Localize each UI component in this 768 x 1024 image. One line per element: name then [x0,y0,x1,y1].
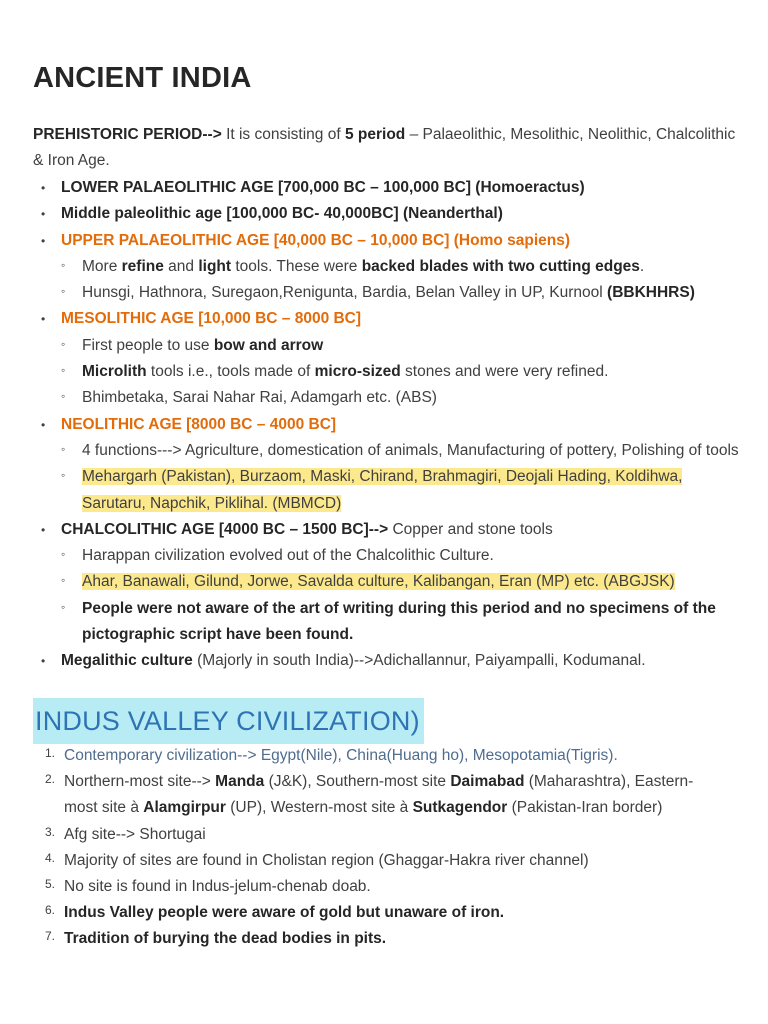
mesolithic-sublist [61,333,743,412]
lower-palaeolithic-heading: LOWER PALAEOLITHIC AGE [700,000 BC – 100,000 BC] (Homoeractus) [61,179,585,196]
item-text: Contemporary civilization--> Egypt(Nile), China(Huang ho), Mesopotamia(Tigris). [64,747,618,764]
numbered-item-4 [33,848,723,874]
sub-item-mesolithic-sites [61,385,743,411]
item-text: Majority of sites are found in Cholistan region (Ghaggar-Hakra river channel) [64,851,589,869]
text-span: Harappan civilization evolved out of the Chalcolithic Culture. [82,547,494,565]
chalcolithic-rest: Copper and stone tools [388,520,553,538]
page-title: ANCIENT INDIA [33,62,252,94]
numbered-item-5 [33,874,723,900]
list-item-upper-palaeolithic [33,228,743,307]
text-span: (UP), Western-most site à [225,799,413,817]
bold-span: Alamgirpur [143,799,226,817]
bold-span: Microlith [82,363,147,381]
text-span: tools. These were [231,257,362,275]
text-span: (J&K), Southern-most site [264,773,451,791]
text-span: Hunsgi, Hathnora, Suregaon,Renigunta, Bardia, Belan Valley in UP, Kurnool [82,284,608,302]
item-number: 6. [45,903,56,918]
prehistoric-text-2: – Palaeolithic, Mesolithic, Neolithic, Chalcolithic & Iron Age. [33,126,736,169]
mnemonic-bold: (BBKHHRS) [607,284,695,302]
item-number: 7. [45,929,56,944]
megalithic-text: (Majorly in south India)-->Adichallannur, Paiyampalli, Kodumanal. [192,652,646,670]
neolithic-heading: NEOLITHIC AGE [8000 BC – 4000 BC] [61,415,337,433]
bold-span: bow and arrow [213,336,324,354]
sub-item-microlith [61,359,743,385]
text-span: . [639,257,645,275]
text-span: stones and were very refined. [400,363,609,381]
list-item-middle-paleolithic [33,201,743,227]
text-span: First people to use [82,336,214,354]
bold-span: light [198,257,232,275]
text-span: (Pakistan-Iran border) [507,799,663,817]
prehistoric-label: PREHISTORIC PERIOD--> [33,126,222,143]
text-span: 4 functions---> Agriculture, domestication of animals, Manufacturing of pottery, Polishing of tools [82,441,739,459]
bold-span: micro-sized [314,363,401,381]
item-text: No site is found in Indus-jelum-chenab doab. [64,878,371,896]
prehistoric-text-1: It is consisting of [221,126,345,143]
item-number: 5. [45,877,56,892]
sub-item-chalcolithic-sites [61,569,743,595]
numbered-item-2 [33,769,723,821]
list-item-megalithic [33,648,743,674]
bold-span: Daimabad [450,773,525,791]
bold-span: Sutkagendor [412,799,508,817]
bold-span: refine [121,257,164,275]
sub-item-functions [61,438,743,464]
text-span: tools i.e., tools made of [146,363,315,381]
prehistoric-paragraph [33,122,738,174]
highlighted-text: Ahar, Banawali, Gilund, Jorwe, Savalda culture, Kalibangan, Eran (MP) etc. (ABGJSK) [82,573,675,591]
neolithic-sublist [61,438,743,517]
item-text: Tradition of burying the dead bodies in pits. [64,930,387,948]
item-number: 3. [45,824,56,839]
text-span: Bhimbetaka, Sarai Nahar Rai, Adamgarh etc. (ABS) [82,389,437,407]
text-span: (Maharashtra), Eastern-most site à [64,773,694,817]
sub-item-writing [61,596,743,649]
sub-item-sites [61,280,743,306]
sub-item-tools [61,254,743,280]
middle-paleolithic-heading: Middle paleolithic age [100,000 BC- 40,000BC] (Neanderthal) [61,205,503,223]
bold-span: backed blades with two cutting edges [361,257,640,275]
bold-span: People were not aware of the art of writing during this period and no specimens of the pictographic script have been found. [82,599,716,644]
item-text: Indus Valley people were aware of gold but unaware of iron. [64,904,505,922]
chalcolithic-heading: CHALCOLITHIC AGE [4000 BC – 1500 BC]--> [61,520,389,538]
highlighted-text: Sarutaru, Napchik, Piklihal. (MBMCD) [82,494,342,512]
sub-item-harappan [61,543,743,569]
ivc-heading: INDUS VALLEY CIVILIZATION) [33,698,424,744]
highlighted-text: Mehargarh (Pakistan), Burzaom, Maski, Chirand, Brahmagiri, Deojali Hading, Koldihwa, [82,468,683,486]
item-text: Afg site--> Shortugai [64,825,206,843]
numbered-item-1 [33,743,723,769]
mesolithic-heading: MESOLITHIC AGE [10,000 BC – 8000 BC] [61,310,362,328]
numbered-item-3 [33,822,723,848]
text-span: and [163,257,199,275]
prehistoric-age-list [33,175,743,675]
text-span: More [82,257,122,275]
sub-item-bow-arrow [61,333,743,359]
upper-palaeolithic-sublist [61,254,743,307]
list-item-chalcolithic [33,517,743,648]
item-number: 1. [45,746,56,760]
upper-palaeolithic-heading: UPPER PALAEOLITHIC AGE [40,000 BC – 10,000 BC] (Homo sapiens) [61,231,571,249]
text-span: Northern-most site--> [64,773,216,791]
list-item-neolithic [33,412,743,517]
chalcolithic-sublist [61,543,743,648]
bold-span: Manda [215,773,265,791]
numbered-item-6 [33,900,723,926]
megalithic-heading: Megalithic culture [61,652,193,670]
item-number: 4. [45,850,56,865]
ivc-list [33,743,723,953]
list-item-mesolithic [33,306,743,411]
prehistoric-bold: 5 period [344,126,406,143]
numbered-item-7 [33,926,723,952]
item-number: 2. [45,772,56,787]
sub-item-neolithic-sites [61,464,743,517]
list-item-lower-palaeolithic [33,175,743,201]
